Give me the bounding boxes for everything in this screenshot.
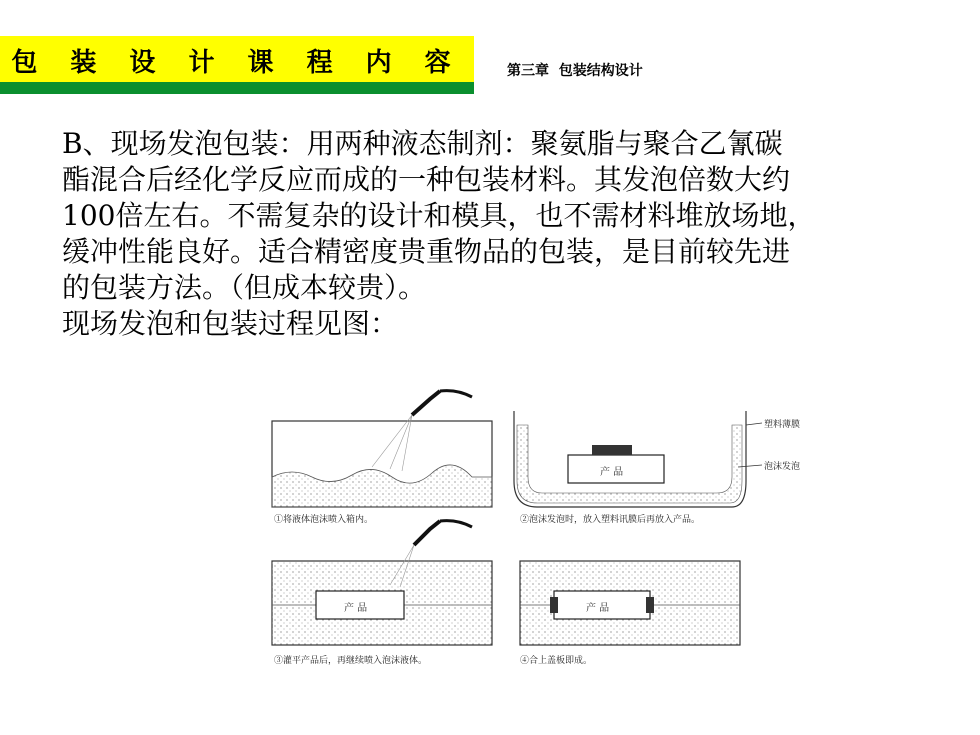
product-label: 产 品 [600,467,624,478]
caption-step-4: ④合上盖板即成。 [520,656,593,666]
body-paragraph [62,126,922,342]
foam-process-illustration [262,385,814,675]
paragraph-line: 酯混合后经化学反应而成的一种包装材料。其发泡倍数大约 [62,163,791,196]
product-label: 产 品 [586,603,610,614]
paragraph-line: 缓冲性能良好。适合精密度贵重物品的包装，是目前较先进 [62,235,791,268]
chapter-title: 第三章 包装结构设计 [507,63,643,79]
panel-1-spray-foam [272,391,492,507]
caption-step-3: ③灌平产品后，再继续喷入泡沫液体。 [274,656,428,666]
foam-packaging-figure [262,385,814,675]
label-foam: 泡沫发泡 [764,462,801,472]
paragraph-line: 的包装方法。（但成本较贵）。 [62,271,427,304]
panel-3-fill-foam [272,521,492,645]
panel-2-insert-product [514,411,762,507]
header-green-underline [0,82,474,94]
paragraph-line: 100倍左右。不需复杂的设计和模具，也不需材料堆放场地， [62,199,816,232]
caption-step-2: ②泡沫发泡时，放入塑料讯膜后再放入产品。 [520,515,701,525]
label-plastic-film: 塑料薄膜 [764,420,801,430]
product-label: 产 品 [344,603,368,614]
paragraph-line: 现场发泡和包装过程见图： [62,307,399,340]
spray-nozzle-icon [372,391,472,471]
course-title: 包 装 设 计 课 程 内 容 [11,48,463,78]
panel-4-close-lid [520,561,740,645]
paragraph-line: B、现场发泡包装：用两种液态制剂：聚氨脂与聚合乙氰碳 [62,127,783,160]
caption-step-1: ①将液体泡沫喷入箱内。 [274,515,374,525]
